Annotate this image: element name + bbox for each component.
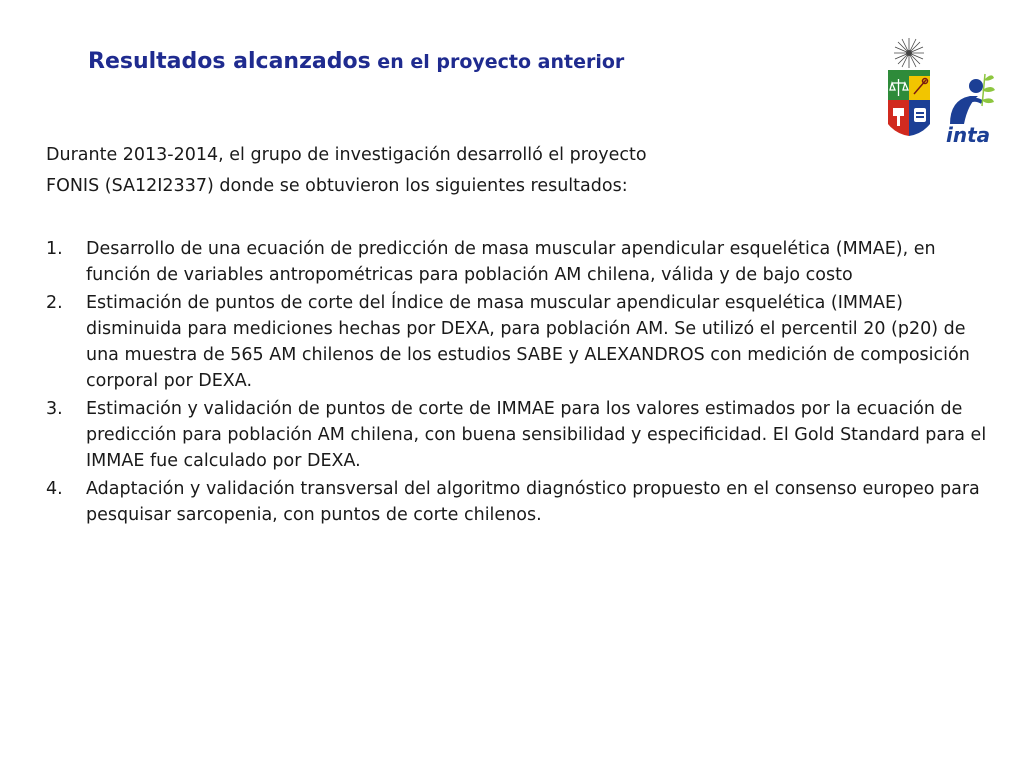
intro-line-1: Durante 2013-2014, el grupo de investigación desarrolló el proyecto	[46, 145, 647, 165]
list-item-text: Adaptación y validación transversal del algoritmo diagnóstico propuesto en el consenso europeo para pesquisar sarcopenia, con puntos de corte chilenos.	[86, 479, 980, 525]
list-item-number: 3.	[46, 399, 63, 419]
list-item	[46, 476, 996, 528]
intro-line-2: FONIS (SA12I2337) donde se obtuvieron los siguientes resultados:	[46, 176, 628, 196]
logos	[878, 38, 998, 148]
list-item	[46, 396, 996, 474]
university-shield-logo	[888, 38, 930, 136]
results-list	[46, 236, 996, 530]
list-item-text: Estimación y validación de puntos de corte de IMMAE para los valores estimados por la ecuación de predicción para población AM chilena, con buena sensibilidad y especificidad. El Gold Standard para el IMMAE fue calculado por DEXA.	[86, 399, 987, 471]
list-item-text: Estimación de puntos de corte del Índice de masa muscular apendicular esquelética (IMMAE) disminuida para mediciones hechas por DEXA, para población AM. Se utilizó el percentil 20 (p20) de una muestra de 565 AM chilenos de los estudios SABE y ALEXANDROS con medición de composición corporal por DEXA.	[86, 293, 970, 391]
list-item-number: 1.	[46, 239, 63, 259]
inta-logo-text: inta	[946, 123, 991, 147]
list-item	[46, 290, 996, 394]
list-item	[46, 236, 996, 288]
list-item-number: 4.	[46, 479, 63, 499]
inta-logo	[946, 74, 995, 147]
slide-title-main: Resultados alcanzados	[88, 49, 371, 74]
slide-title-sub: en el proyecto anterior	[370, 51, 625, 73]
intro-paragraph	[46, 140, 826, 202]
logos-svg	[878, 38, 998, 148]
list-item-text: Desarrollo de una ecuación de predicción de masa muscular apendicular esquelética (MMAE), en función de variables antropométricas para población AM chilena, válida y de bajo costo	[86, 239, 936, 285]
slide-title	[88, 38, 624, 76]
list-item-number: 2.	[46, 293, 63, 313]
